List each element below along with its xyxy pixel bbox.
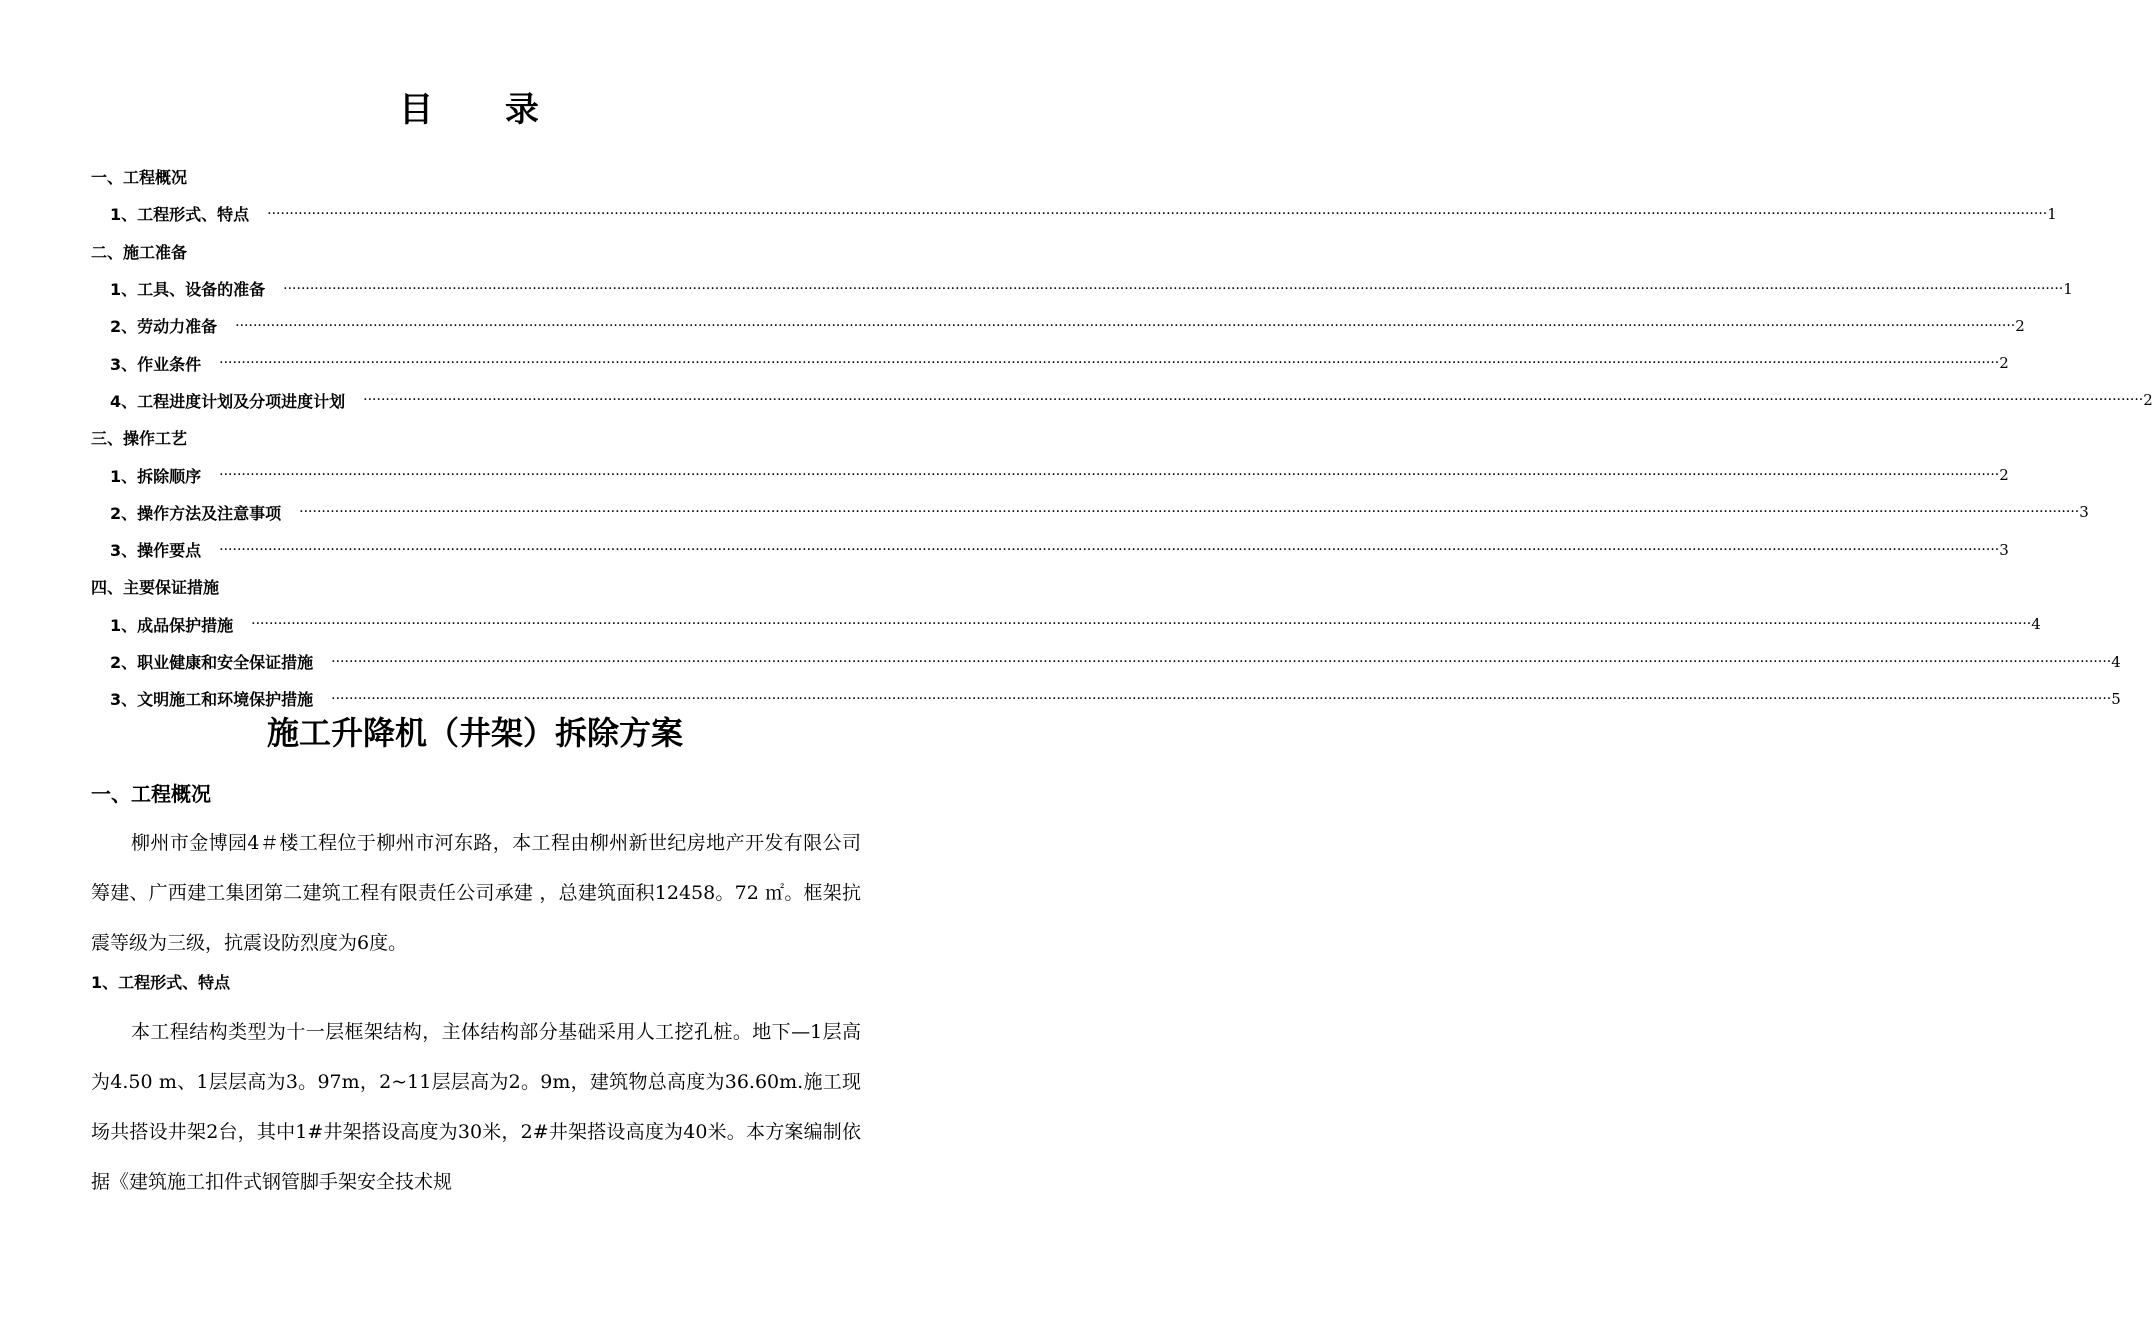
toc-leader-dots: ················································································································································································································································································································································································································ xyxy=(363,392,2144,409)
toc-leader-dots: ················································································································································································································································································································································································································ xyxy=(331,690,2112,707)
toc-section[interactable] xyxy=(91,419,839,456)
toc-page-number: 1 xyxy=(2063,279,2073,298)
toc-entry[interactable] xyxy=(91,270,2073,307)
toc-leader-dots: ················································································································································································································································································································································································································ xyxy=(235,317,2016,334)
document-title: 施工升降机（井架）拆除方案 xyxy=(266,714,683,752)
toc-leader-dots: ················································································································································································································································································································································································································ xyxy=(219,467,2000,484)
toc-entry-label: 1、拆除顺序 xyxy=(110,466,202,486)
toc-title: 目 录 xyxy=(399,90,569,130)
toc-page-number: 3 xyxy=(2079,503,2089,522)
toc-entry-label: 3、作业条件 xyxy=(110,354,202,374)
toc-page-number: 4 xyxy=(2111,652,2121,671)
toc-entry[interactable] xyxy=(91,643,2121,680)
toc-entry-label: 1、工程形式、特点 xyxy=(110,205,250,225)
toc-leader-dots: ················································································································································································································································································································································································································ xyxy=(299,504,2080,521)
toc-entry[interactable] xyxy=(91,606,2041,643)
toc-entry[interactable] xyxy=(91,494,2089,531)
toc-leader-dots: ················································································································································································································································································································································································································ xyxy=(331,653,2112,670)
toc-section[interactable] xyxy=(91,233,839,270)
toc-page-number: 3 xyxy=(1999,540,2009,559)
toc-page-number: 1 xyxy=(2047,204,2057,223)
toc-entry-label: 3、文明施工和环境保护措施 xyxy=(110,690,314,710)
toc-page-number: 2 xyxy=(1999,466,2009,485)
toc-section[interactable] xyxy=(91,568,839,605)
toc-entry-label: 2、操作方法及注意事项 xyxy=(110,503,282,523)
toc-entry-label: 3、操作要点 xyxy=(110,541,202,561)
toc-entry[interactable] xyxy=(91,531,2009,568)
toc-entry[interactable] xyxy=(91,307,2025,344)
toc-entry-label: 1、工具、设备的准备 xyxy=(110,280,266,300)
toc-entry-label: 1、成品保护措施 xyxy=(110,615,234,635)
toc-page-number: 5 xyxy=(2111,689,2121,708)
toc-entry-label: 三、操作工艺 xyxy=(91,429,188,449)
toc-leader-dots: ················································································································································································································································································································································································································ xyxy=(251,616,2032,633)
section-heading-overview: 一、工程概况 xyxy=(91,782,211,806)
form-features-paragraph: 本工程结构类型为十一层框架结构，主体结构部分基础采用人工挖孔桩。地下—1层高为4.50 m、1层层高为3。97m，2~11层层高为2。9m，建筑物总高度为36.60m.施工现场共搭设井架2台，其中1#井架搭设高度为30米，2#井架搭设高度为40米。本方案编制依据《建筑施工扣件式钢管脚手架安全技术规 xyxy=(91,1021,861,1193)
toc-page-number: 2 xyxy=(1999,354,2009,373)
toc-page-number: 2 xyxy=(2015,316,2025,335)
toc-entry[interactable] xyxy=(91,382,2153,419)
toc-entry[interactable] xyxy=(91,195,2057,232)
toc-leader-dots: ················································································································································································································································································································································································································ xyxy=(283,280,2064,297)
subsection-heading-form: 1、工程形式、特点 xyxy=(91,973,231,992)
overview-paragraph: 柳州市金博园4＃楼工程位于柳州市河东路，本工程由柳州新世纪房地产开发有限公司筹建、广西建工集团第二建筑工程有限责任公司承建 ，总建筑面积12458。72 ㎡。框架抗震等级为三级，抗震设防烈度为6度。 xyxy=(91,832,861,954)
toc-leader-dots: ················································································································································································································································································································································································································ xyxy=(219,355,2000,372)
toc-leader-dots: ················································································································································································································································································································································································································ xyxy=(219,541,2000,558)
toc-leader-dots: ················································································································································································································································································································································································································ xyxy=(267,205,2048,222)
toc-entry-label: 二、施工准备 xyxy=(91,242,188,262)
table-of-contents xyxy=(91,158,2153,717)
toc-entry-label: 2、职业健康和安全保证措施 xyxy=(110,653,314,672)
toc-page-number: 2 xyxy=(2143,391,2153,410)
toc-entry-label: 2、劳动力准备 xyxy=(110,317,218,337)
toc-entry[interactable] xyxy=(91,344,2009,381)
toc-entry-label: 四、主要保证措施 xyxy=(91,578,220,598)
toc-entry-label: 4、工程进度计划及分项进度计划 xyxy=(110,391,346,411)
toc-section[interactable] xyxy=(91,158,839,195)
toc-page-number: 4 xyxy=(2031,615,2041,634)
toc-entry-label: 一、工程概况 xyxy=(91,168,188,188)
toc-entry[interactable] xyxy=(91,456,2009,493)
